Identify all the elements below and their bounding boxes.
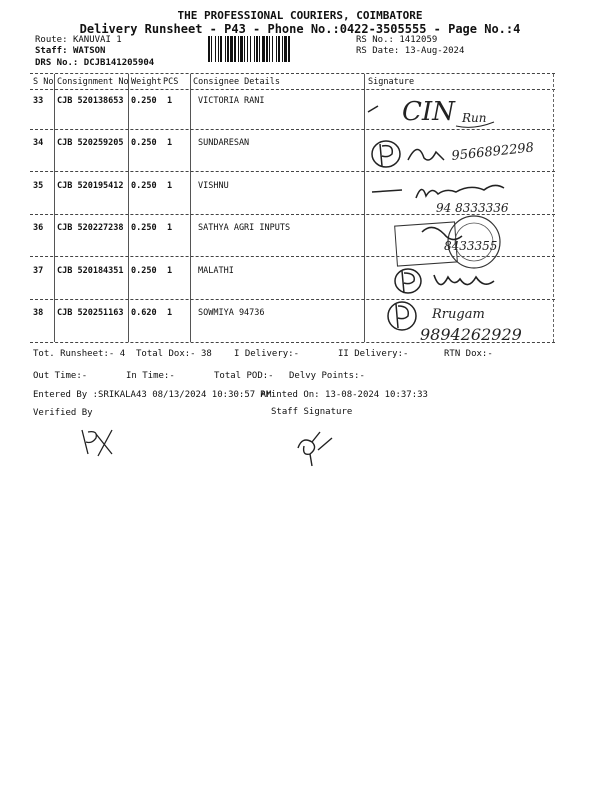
barcode-bar bbox=[269, 36, 270, 62]
row-pcs: 1 bbox=[167, 96, 173, 106]
delvy-points: Delvy Points:- bbox=[289, 371, 365, 381]
barcode-bar bbox=[254, 36, 255, 62]
signature-text: 8433355 bbox=[444, 239, 498, 253]
barcode-bar bbox=[227, 36, 229, 62]
barcode-bar bbox=[244, 36, 245, 62]
row-consignment: CJB 520138653 bbox=[57, 96, 124, 106]
signature-row-34 bbox=[366, 134, 556, 174]
barcode-bar bbox=[218, 36, 219, 62]
barcode-bar bbox=[211, 36, 212, 62]
barcode-bar bbox=[240, 36, 243, 62]
rs-no-line bbox=[356, 35, 437, 45]
stamp-row-36 bbox=[392, 210, 532, 270]
row-sno: 34 bbox=[33, 138, 44, 148]
signature-text: 9894262929 bbox=[420, 325, 522, 344]
barcode-bar bbox=[272, 36, 273, 62]
col-header-signature: Signature bbox=[368, 77, 415, 87]
row-consignment: CJB 520184351 bbox=[57, 266, 124, 276]
rs-date-line bbox=[356, 46, 464, 56]
printed-on: Printed On: 13-08-2024 10:37:33 bbox=[260, 390, 428, 400]
barcode-bar bbox=[208, 36, 210, 62]
rs-date-label: RS Date: bbox=[356, 46, 400, 56]
route-line bbox=[35, 35, 122, 45]
ii-delivery: II Delivery:- bbox=[338, 349, 409, 359]
rs-no-label: RS No.: bbox=[356, 35, 394, 45]
total-pod: Total POD:- bbox=[214, 371, 274, 381]
company-name: THE PROFESSIONAL COURIERS, COIMBATORE bbox=[177, 9, 423, 22]
signature-row-33 bbox=[364, 92, 514, 132]
col-divider bbox=[190, 74, 191, 342]
route-value: KANUVAI 1 bbox=[72, 35, 122, 45]
barcode-bar bbox=[247, 36, 248, 62]
barcode-bar bbox=[215, 36, 216, 62]
row-pcs: 1 bbox=[167, 181, 173, 191]
barcode-bar bbox=[225, 36, 226, 62]
staff-signature-mark bbox=[292, 428, 338, 468]
drs-label: DRS No.: bbox=[35, 58, 79, 68]
total-dox-label: Total Dox:- bbox=[136, 349, 196, 359]
barcode-bar bbox=[234, 36, 236, 62]
route-label: Route: bbox=[35, 35, 68, 45]
col-divider bbox=[54, 74, 55, 342]
barcode-bar bbox=[238, 36, 239, 62]
barcode-bar bbox=[262, 36, 265, 62]
rs-date-value: 13-Aug-2024 bbox=[404, 46, 465, 56]
row-pcs: 1 bbox=[167, 138, 173, 148]
col-header-weight: Weight bbox=[131, 77, 162, 87]
staff-line bbox=[35, 46, 105, 56]
barcode-bar bbox=[230, 36, 233, 62]
col-header-consignee: Consignee Details bbox=[193, 77, 280, 87]
signature-row-37 bbox=[386, 263, 516, 299]
barcode-bar bbox=[259, 36, 260, 62]
table-header-rule bbox=[30, 89, 555, 90]
row-consignee: VISHNU bbox=[198, 181, 229, 191]
row-pcs: 1 bbox=[167, 223, 173, 233]
signature-text: 9566892298 bbox=[450, 140, 535, 164]
signature-text: Run bbox=[462, 111, 487, 125]
rtn-dox: RTN Dox:- bbox=[444, 349, 493, 359]
row-consignee: SUNDARESAN bbox=[198, 138, 250, 148]
staff-label: Staff: bbox=[35, 46, 68, 56]
row-sno: 33 bbox=[33, 96, 44, 106]
col-header-pcs: PCS bbox=[163, 77, 179, 87]
row-consignment: CJB 520251163 bbox=[57, 308, 124, 318]
col-divider bbox=[128, 74, 129, 342]
row-sno: 36 bbox=[33, 223, 44, 233]
staff-value: WATSON bbox=[72, 46, 106, 56]
row-sno: 37 bbox=[33, 266, 44, 276]
runsheet-title: Delivery Runsheet - P43 - Phone No.:0422-3505555 - Page No.:4 bbox=[79, 22, 521, 36]
entered-by: Entered By :SRIKALA43 08/13/2024 10:30:57 AM bbox=[33, 390, 272, 400]
row-sno: 38 bbox=[33, 308, 44, 318]
row-consignee: SOWMIYA 94736 bbox=[198, 308, 265, 318]
barcode-bar bbox=[278, 36, 280, 62]
row-consignee: VICTORIA RANI bbox=[198, 96, 265, 106]
barcode-bar bbox=[220, 36, 222, 62]
row-consignment: CJB 520227238 bbox=[57, 223, 124, 233]
row-consignee: MALATHI bbox=[198, 266, 234, 276]
staff-signature-label: Staff Signature bbox=[271, 407, 353, 417]
row-consignment: CJB 520195412 bbox=[57, 181, 124, 191]
signature-text: 94 8333336 bbox=[436, 201, 509, 215]
barcode-bar bbox=[282, 36, 283, 62]
col-header-consignment: Consignment No bbox=[57, 77, 129, 87]
barcode-bar bbox=[284, 36, 287, 62]
row-weight: 0.250 bbox=[131, 138, 157, 148]
barcode-bar bbox=[266, 36, 268, 62]
row-consignee: SATHYA AGRI INPUTS bbox=[198, 223, 291, 233]
barcode-bar bbox=[256, 36, 258, 62]
drs-value: DCJB141205904 bbox=[83, 58, 155, 68]
barcode-image bbox=[208, 36, 351, 62]
row-weight: 0.250 bbox=[131, 96, 157, 106]
signature-row-38 bbox=[380, 296, 560, 346]
row-weight: 0.620 bbox=[131, 308, 157, 318]
table-top-rule bbox=[30, 73, 555, 74]
verified-by-signature bbox=[76, 424, 126, 460]
row-sno: 35 bbox=[33, 181, 44, 191]
drs-line bbox=[35, 58, 154, 68]
row-pcs: 1 bbox=[167, 308, 173, 318]
row-weight: 0.250 bbox=[131, 181, 157, 191]
out-time: Out Time:- bbox=[33, 371, 88, 381]
i-delivery: I Delivery:- bbox=[234, 349, 300, 359]
signature-text: CIN bbox=[402, 97, 455, 127]
rs-no-value: 1412059 bbox=[399, 35, 438, 45]
signature-text: Rrugam bbox=[432, 307, 485, 322]
verified-by-label: Verified By bbox=[33, 408, 93, 418]
barcode-bar bbox=[276, 36, 277, 62]
in-time: In Time:- bbox=[126, 371, 175, 381]
row-weight: 0.250 bbox=[131, 266, 157, 276]
row-consignment: CJB 520259205 bbox=[57, 138, 124, 148]
row-pcs: 1 bbox=[167, 266, 173, 276]
row-weight: 0.250 bbox=[131, 223, 157, 233]
total-dox-value: 38 bbox=[201, 349, 212, 359]
barcode-bar bbox=[288, 36, 290, 62]
barcode-bar bbox=[250, 36, 251, 62]
col-header-sno: S No bbox=[33, 77, 54, 87]
tot-runsheet: Tot. Runsheet:- 4 bbox=[33, 349, 126, 359]
